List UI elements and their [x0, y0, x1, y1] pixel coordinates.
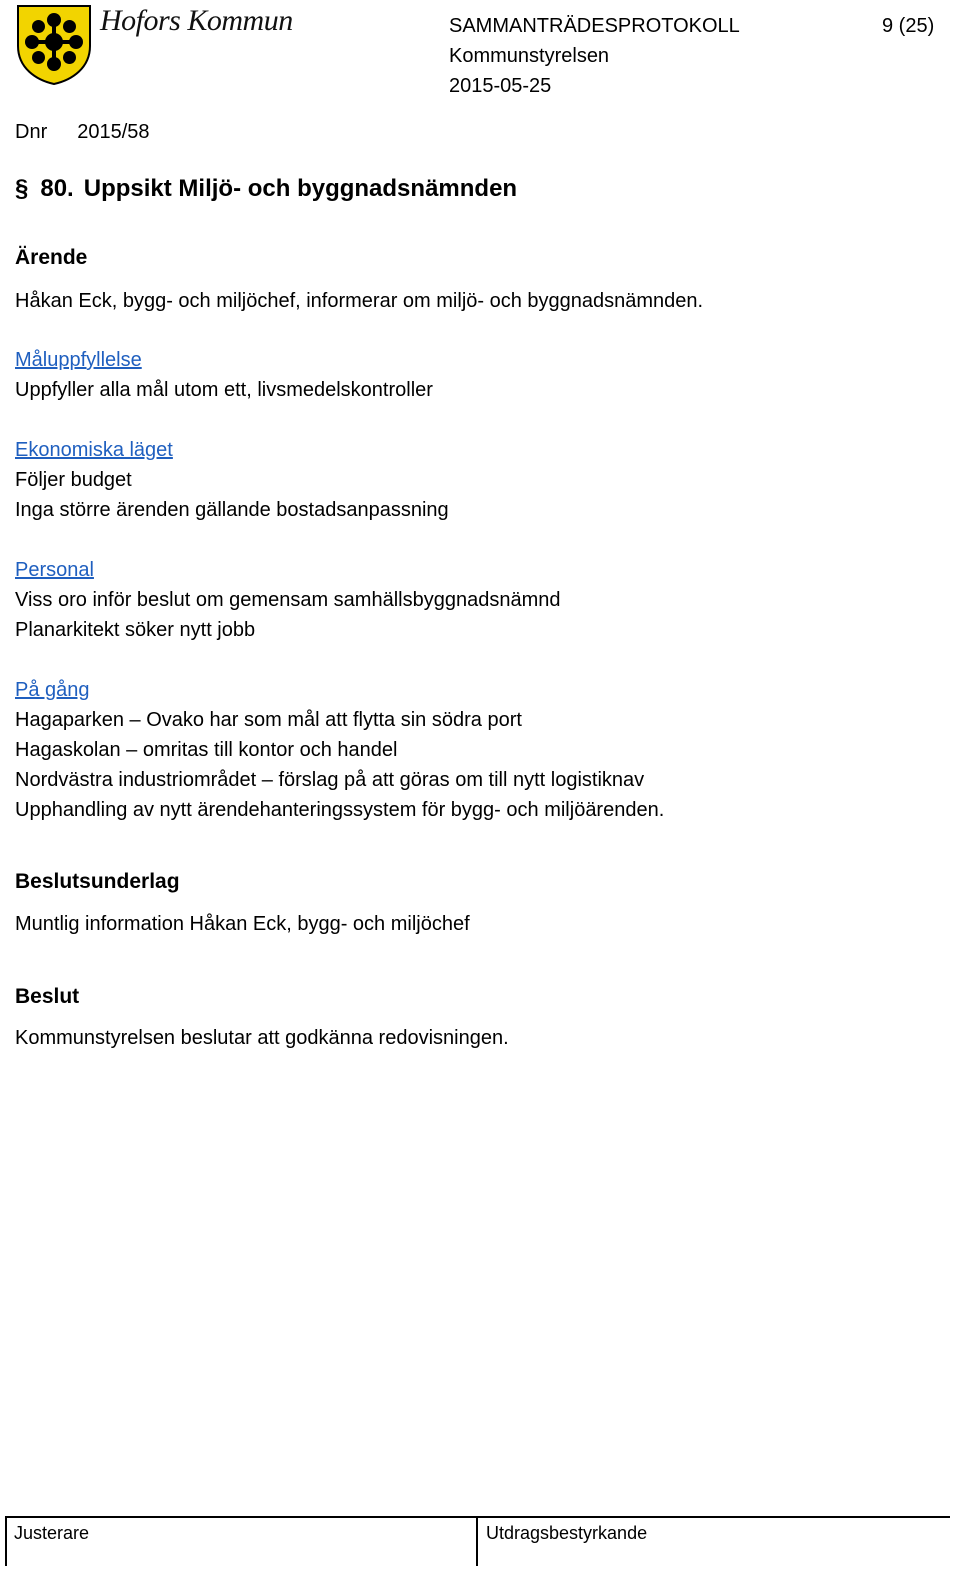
meeting-date: 2015-05-25	[449, 75, 552, 97]
municipality-name: Hofors Kommun	[100, 4, 293, 37]
section-line: Upphandling av nytt ärendehanteringssystem för bygg- och miljöärenden.	[15, 799, 665, 821]
section-heading-pa-gang[interactable]: På gång	[15, 679, 90, 701]
section-heading-maluppfyllelse[interactable]: Måluppfyllelse	[15, 349, 142, 371]
beslutsunderlag-heading: Beslutsunderlag	[15, 870, 180, 893]
section-heading-personal[interactable]: Personal	[15, 559, 94, 581]
paragraph-number: 80.	[40, 175, 74, 202]
hofors-coat-of-arms-icon	[14, 2, 94, 86]
footer-divider-middle	[476, 1516, 478, 1566]
footer-divider-left	[5, 1516, 7, 1566]
paragraph-symbol: §	[15, 175, 29, 202]
paragraph-title	[15, 172, 517, 206]
footer-utdragsbestyrkande: Utdragsbestyrkande	[486, 1523, 648, 1543]
beslut-heading: Beslut	[15, 985, 80, 1008]
section-line: Uppfyller alla mål utom ett, livsmedelskontroller	[15, 379, 433, 401]
arende-heading: Ärende	[15, 246, 88, 269]
section-line: Nordvästra industriområdet – förslag på att göras om till nytt logistiknav	[15, 769, 645, 791]
paragraph-title-text: Uppsikt Miljö- och byggnadsnämnden	[83, 175, 518, 202]
beslut-text: Kommunstyrelsen beslutar att godkänna redovisningen.	[15, 1027, 509, 1049]
dnr-label: Dnr	[15, 121, 48, 143]
arende-text: Håkan Eck, bygg- och miljöchef, informerar om miljö- och byggnadsnämnden.	[15, 290, 704, 312]
section-line: Hagaskolan – omritas till kontor och handel	[15, 739, 398, 761]
beslutsunderlag-text: Muntlig information Håkan Eck, bygg- och miljöchef	[15, 913, 470, 935]
section-line: Hagaparken – Ovako har som mål att flytta sin södra port	[15, 709, 522, 731]
organization: Kommunstyrelsen	[449, 45, 610, 67]
dnr	[15, 117, 150, 147]
document-type: SAMMANTRÄDESPROTOKOLL	[449, 15, 740, 37]
section-line: Inga större ärenden gällande bostadsanpassning	[15, 499, 449, 521]
section-heading-ekonomiska-laget[interactable]: Ekonomiska läget	[15, 439, 173, 461]
section-line: Följer budget	[15, 469, 132, 491]
section-line: Viss oro inför beslut om gemensam samhällsbyggnadsnämnd	[15, 589, 561, 611]
dnr-value: 2015/58	[77, 121, 150, 143]
page-number: 9 (25)	[882, 15, 935, 37]
footer-justerare: Justerare	[14, 1523, 90, 1543]
section-line: Planarkitekt söker nytt jobb	[15, 619, 256, 641]
